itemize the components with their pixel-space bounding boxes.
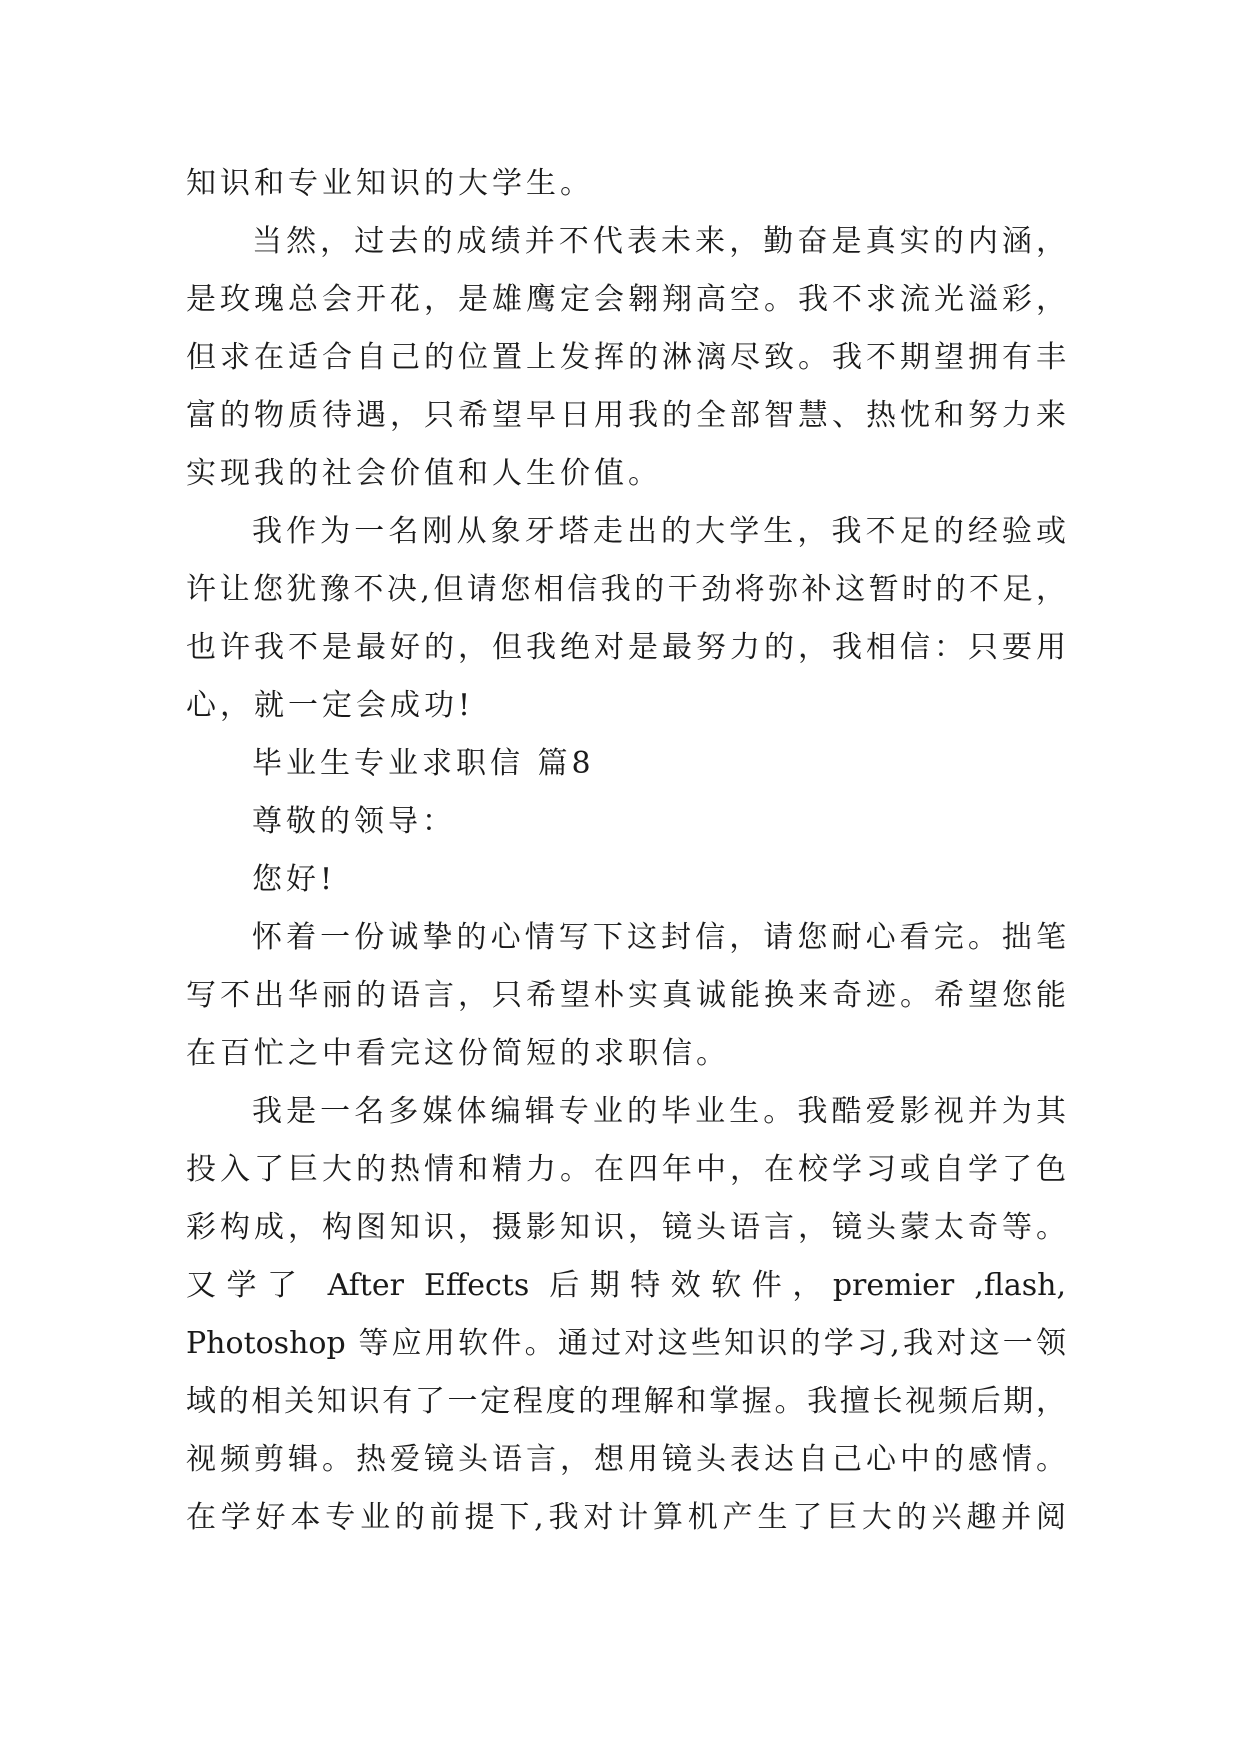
paragraph-line: 是玫瑰总会开花，是雄鹰定会翱翔高空。我不求流光溢彩， bbox=[186, 282, 1066, 317]
paragraph-line: 又学了 After Effects 后期特效软件，premier ,flash, bbox=[186, 1268, 1066, 1303]
paragraph-line: 知识和专业知识的大学生。 bbox=[186, 166, 594, 201]
paragraph-line: 我是一名多媒体编辑专业的毕业生。我酷爱影视并为其 bbox=[252, 1094, 1066, 1129]
paragraph-line: 富的物质待遇，只希望早日用我的全部智慧、热忱和努力来 bbox=[186, 398, 1066, 433]
paragraph-line: 在学好本专业的前提下,我对计算机产生了巨大的兴趣并阅 bbox=[186, 1500, 1066, 1535]
paragraph-line: 实现我的社会价值和人生价值。 bbox=[186, 456, 662, 491]
paragraph-line: 许让您犹豫不决,但请您相信我的干劲将弥补这暂时的不足， bbox=[186, 572, 1066, 607]
paragraph-line: 但求在适合自己的位置上发挥的淋漓尽致。我不期望拥有丰 bbox=[186, 340, 1066, 375]
paragraph-line: 心，就一定会成功! bbox=[186, 688, 475, 723]
paragraph-line: 我作为一名刚从象牙塔走出的大学生，我不足的经验或 bbox=[252, 514, 1066, 549]
paragraph-line: 在百忙之中看完这份简短的求职信。 bbox=[186, 1036, 730, 1071]
paragraph-line: Photoshop 等应用软件。通过对这些知识的学习,我对这一领 bbox=[186, 1326, 1066, 1361]
paragraph-line: 也许我不是最好的，但我绝对是最努力的，我相信：只要用 bbox=[186, 630, 1066, 665]
paragraph-line: 怀着一份诚挚的心情写下这封信，请您耐心看完。拙笔 bbox=[252, 920, 1066, 955]
salutation: 尊敬的领导： bbox=[252, 804, 456, 839]
section-heading: 毕业生专业求职信 篇8 bbox=[252, 746, 595, 781]
greeting: 您好! bbox=[252, 862, 337, 897]
paragraph-line: 视频剪辑。热爱镜头语言，想用镜头表达自己心中的感情。 bbox=[186, 1442, 1066, 1477]
paragraph-line: 投入了巨大的热情和精力。在四年中，在校学习或自学了色 bbox=[186, 1152, 1066, 1187]
paragraph-line: 彩构成，构图知识，摄影知识，镜头语言，镜头蒙太奇等。 bbox=[186, 1210, 1066, 1245]
paragraph-line: 当然，过去的成绩并不代表未来，勤奋是真实的内涵， bbox=[252, 224, 1066, 259]
paragraph-line: 写不出华丽的语言，只希望朴实真诚能换来奇迹。希望您能 bbox=[186, 978, 1066, 1013]
paragraph-line: 域的相关知识有了一定程度的理解和掌握。我擅长视频后期， bbox=[186, 1384, 1066, 1419]
